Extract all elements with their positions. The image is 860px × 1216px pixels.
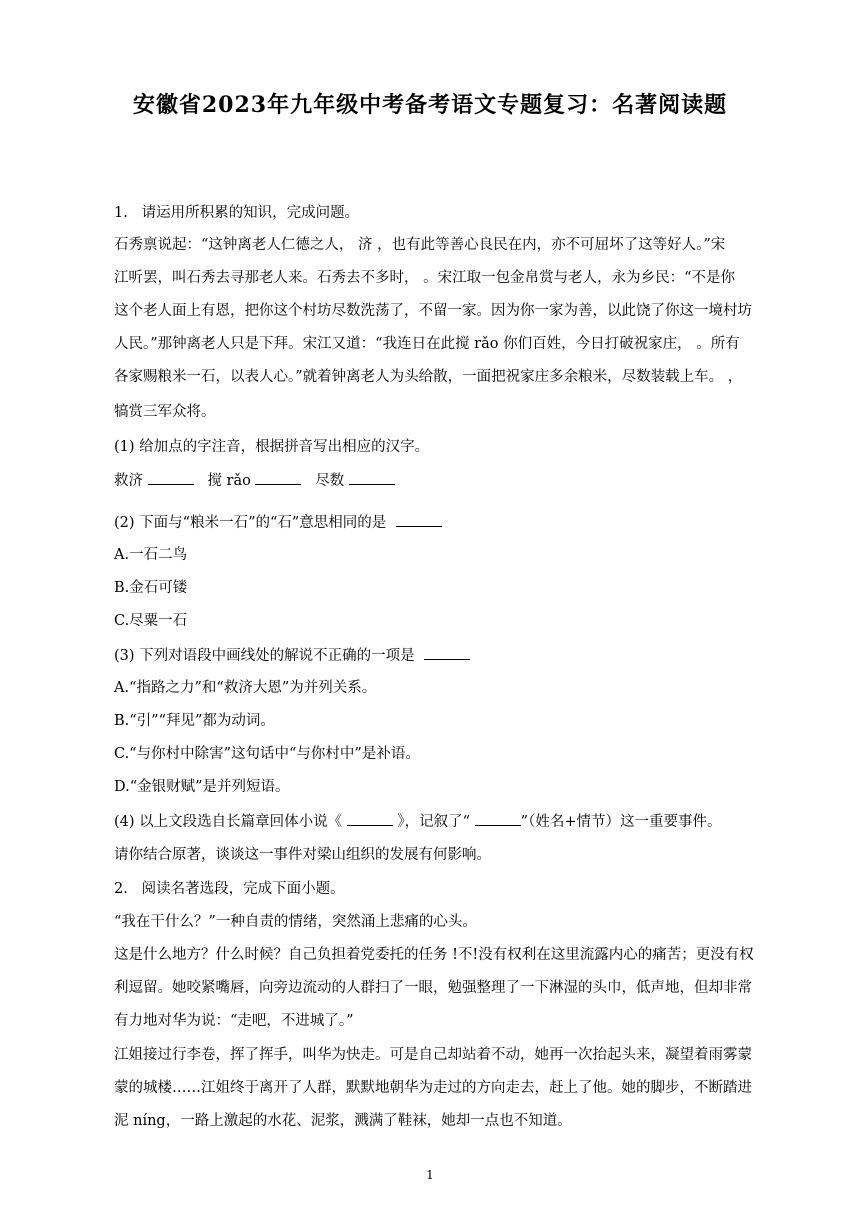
word-jinshu: 尽数	[315, 473, 345, 489]
q1-sub1	[114, 437, 429, 457]
q1-passage-line: 江听罢，叫石秀去寻那老人来。石秀去不多时， 。宋江取一包金帛赏与老人，永为乡民：“不是你	[114, 270, 736, 286]
sub1-text: 给加点的字注音，根据拼音写出相应的汉字。	[139, 439, 430, 455]
q2-passage-line: 利逗留。她咬紧嘴唇，向旁边流动的人群扫了一眼，勉强整理了一下淋湿的头巾，低声地，但却非常	[114, 980, 752, 996]
q1-passage-line: 各家赐粮米一石，以表人心。”就着钟离老人为头给散，一面把祝家庄多余粮米，尽数装载上车。 ，	[114, 369, 743, 385]
answer-blank[interactable]	[255, 470, 301, 485]
sub1-label: (1)	[114, 439, 135, 455]
q1-passage-line: 犒赏三军众将。	[114, 404, 216, 420]
document-title: 安徽省2023年九年级中考备考语文专题复习：名著阅读题	[132, 92, 728, 118]
sub2-label: (2)	[114, 515, 135, 531]
word-jiao-rao: 搅 rǎo	[207, 473, 251, 489]
q1-header	[114, 203, 359, 223]
sub3-label: (3)	[114, 648, 135, 664]
answer-blank[interactable]	[424, 645, 470, 660]
q2-prompt: 阅读名著选段，完成下面小题。	[141, 881, 345, 897]
sub3-text: 下列对语段中画线处的解说不正确的一项是	[139, 648, 415, 664]
q1-sub2	[114, 512, 442, 533]
answer-blank[interactable]	[347, 811, 393, 826]
q2-passage-line: 江姐接过行李卷，挥了挥手，叫华为快走。可是自己却站着不动，她再一次抬起头来，凝望着雨雾蒙	[114, 1047, 752, 1063]
option: C.“与你村中除害”这句话中“与你村中”是补语。	[114, 746, 420, 762]
q1-passage-line: 石秀禀说起：“这钟离老人仁德之人， 济 ，也有此等善心良民在内，亦不可屈坏了这等好人。”宋	[114, 237, 726, 253]
option: A.一石二鸟	[114, 547, 188, 563]
q1-sub4	[114, 811, 721, 832]
q1-sub4-text-d: 请你结合原著，谈谈这一事件对梁山组织的发展有何影响。	[114, 847, 491, 863]
page-number: 1	[426, 1168, 434, 1182]
q1-number: 1.	[114, 205, 128, 221]
answer-blank[interactable]	[148, 470, 194, 485]
option: D.“金银财赋”是并列短语。	[114, 779, 290, 795]
q1-passage-line: 人民。”那钟离老人只是下拜。宋江又道：“我连日在此搅 rǎo 你们百姓，今日打破祝家庄， 。所有	[114, 336, 740, 352]
q2-passage-line: 有力地对华为说：“走吧，不进城了。”	[114, 1013, 354, 1029]
q2-passage-line: 蒙的城楼……江姐终于离开了人群，默默地朝华为走过的方向走去，赶上了他。她的脚步，不断踏进	[114, 1080, 752, 1096]
sub4-label: (4)	[114, 814, 135, 830]
answer-blank[interactable]	[349, 470, 395, 485]
q2-header	[114, 879, 345, 899]
q2-passage-line: 这是什么地方？什么时候？自己负担着党委托的任务 !不!没有权利在这里流露内心的痛苦；更没有权	[114, 947, 754, 963]
sub4-text-a: 以上文段选自长篇章回体小说《	[139, 814, 343, 830]
q1-passage-line: 这个老人面上有恩，把你这个村坊尽数洗荡了，不留一家。因为你一家为善，以此饶了你这一境村坊	[114, 303, 752, 319]
q1-prompt: 请运用所积累的知识，完成问题。	[141, 205, 360, 221]
q2-passage-line: “我在干什么？”一种自责的情绪，突然涌上悲痛的心头。	[114, 914, 477, 930]
option: A.“指路之力”和“救济大恩”为并列关系。	[114, 680, 377, 696]
answer-blank[interactable]	[396, 512, 442, 527]
q1-sub3	[114, 645, 470, 666]
q1-sub1-blanks	[114, 470, 395, 491]
sub4-text-c: ”（姓名+情节）这一重要事件。	[520, 814, 722, 830]
option: B.“引”“拜见”都为动词。	[114, 713, 275, 729]
q2-number: 2.	[114, 881, 128, 897]
answer-blank[interactable]	[475, 811, 521, 826]
q2-passage-line: 泥 níng，一路上激起的水花、泥浆，溅满了鞋袜，她却一点也不知道。	[114, 1113, 572, 1129]
option: B.金石可镂	[114, 580, 188, 596]
sub4-text-b: 》，记叙了“	[397, 814, 471, 830]
sub2-text: 下面与“粮米一石”的“石”意思相同的是	[139, 515, 387, 531]
word-jiuji: 救济	[114, 473, 143, 489]
option: C.尽粟一石	[114, 613, 188, 629]
